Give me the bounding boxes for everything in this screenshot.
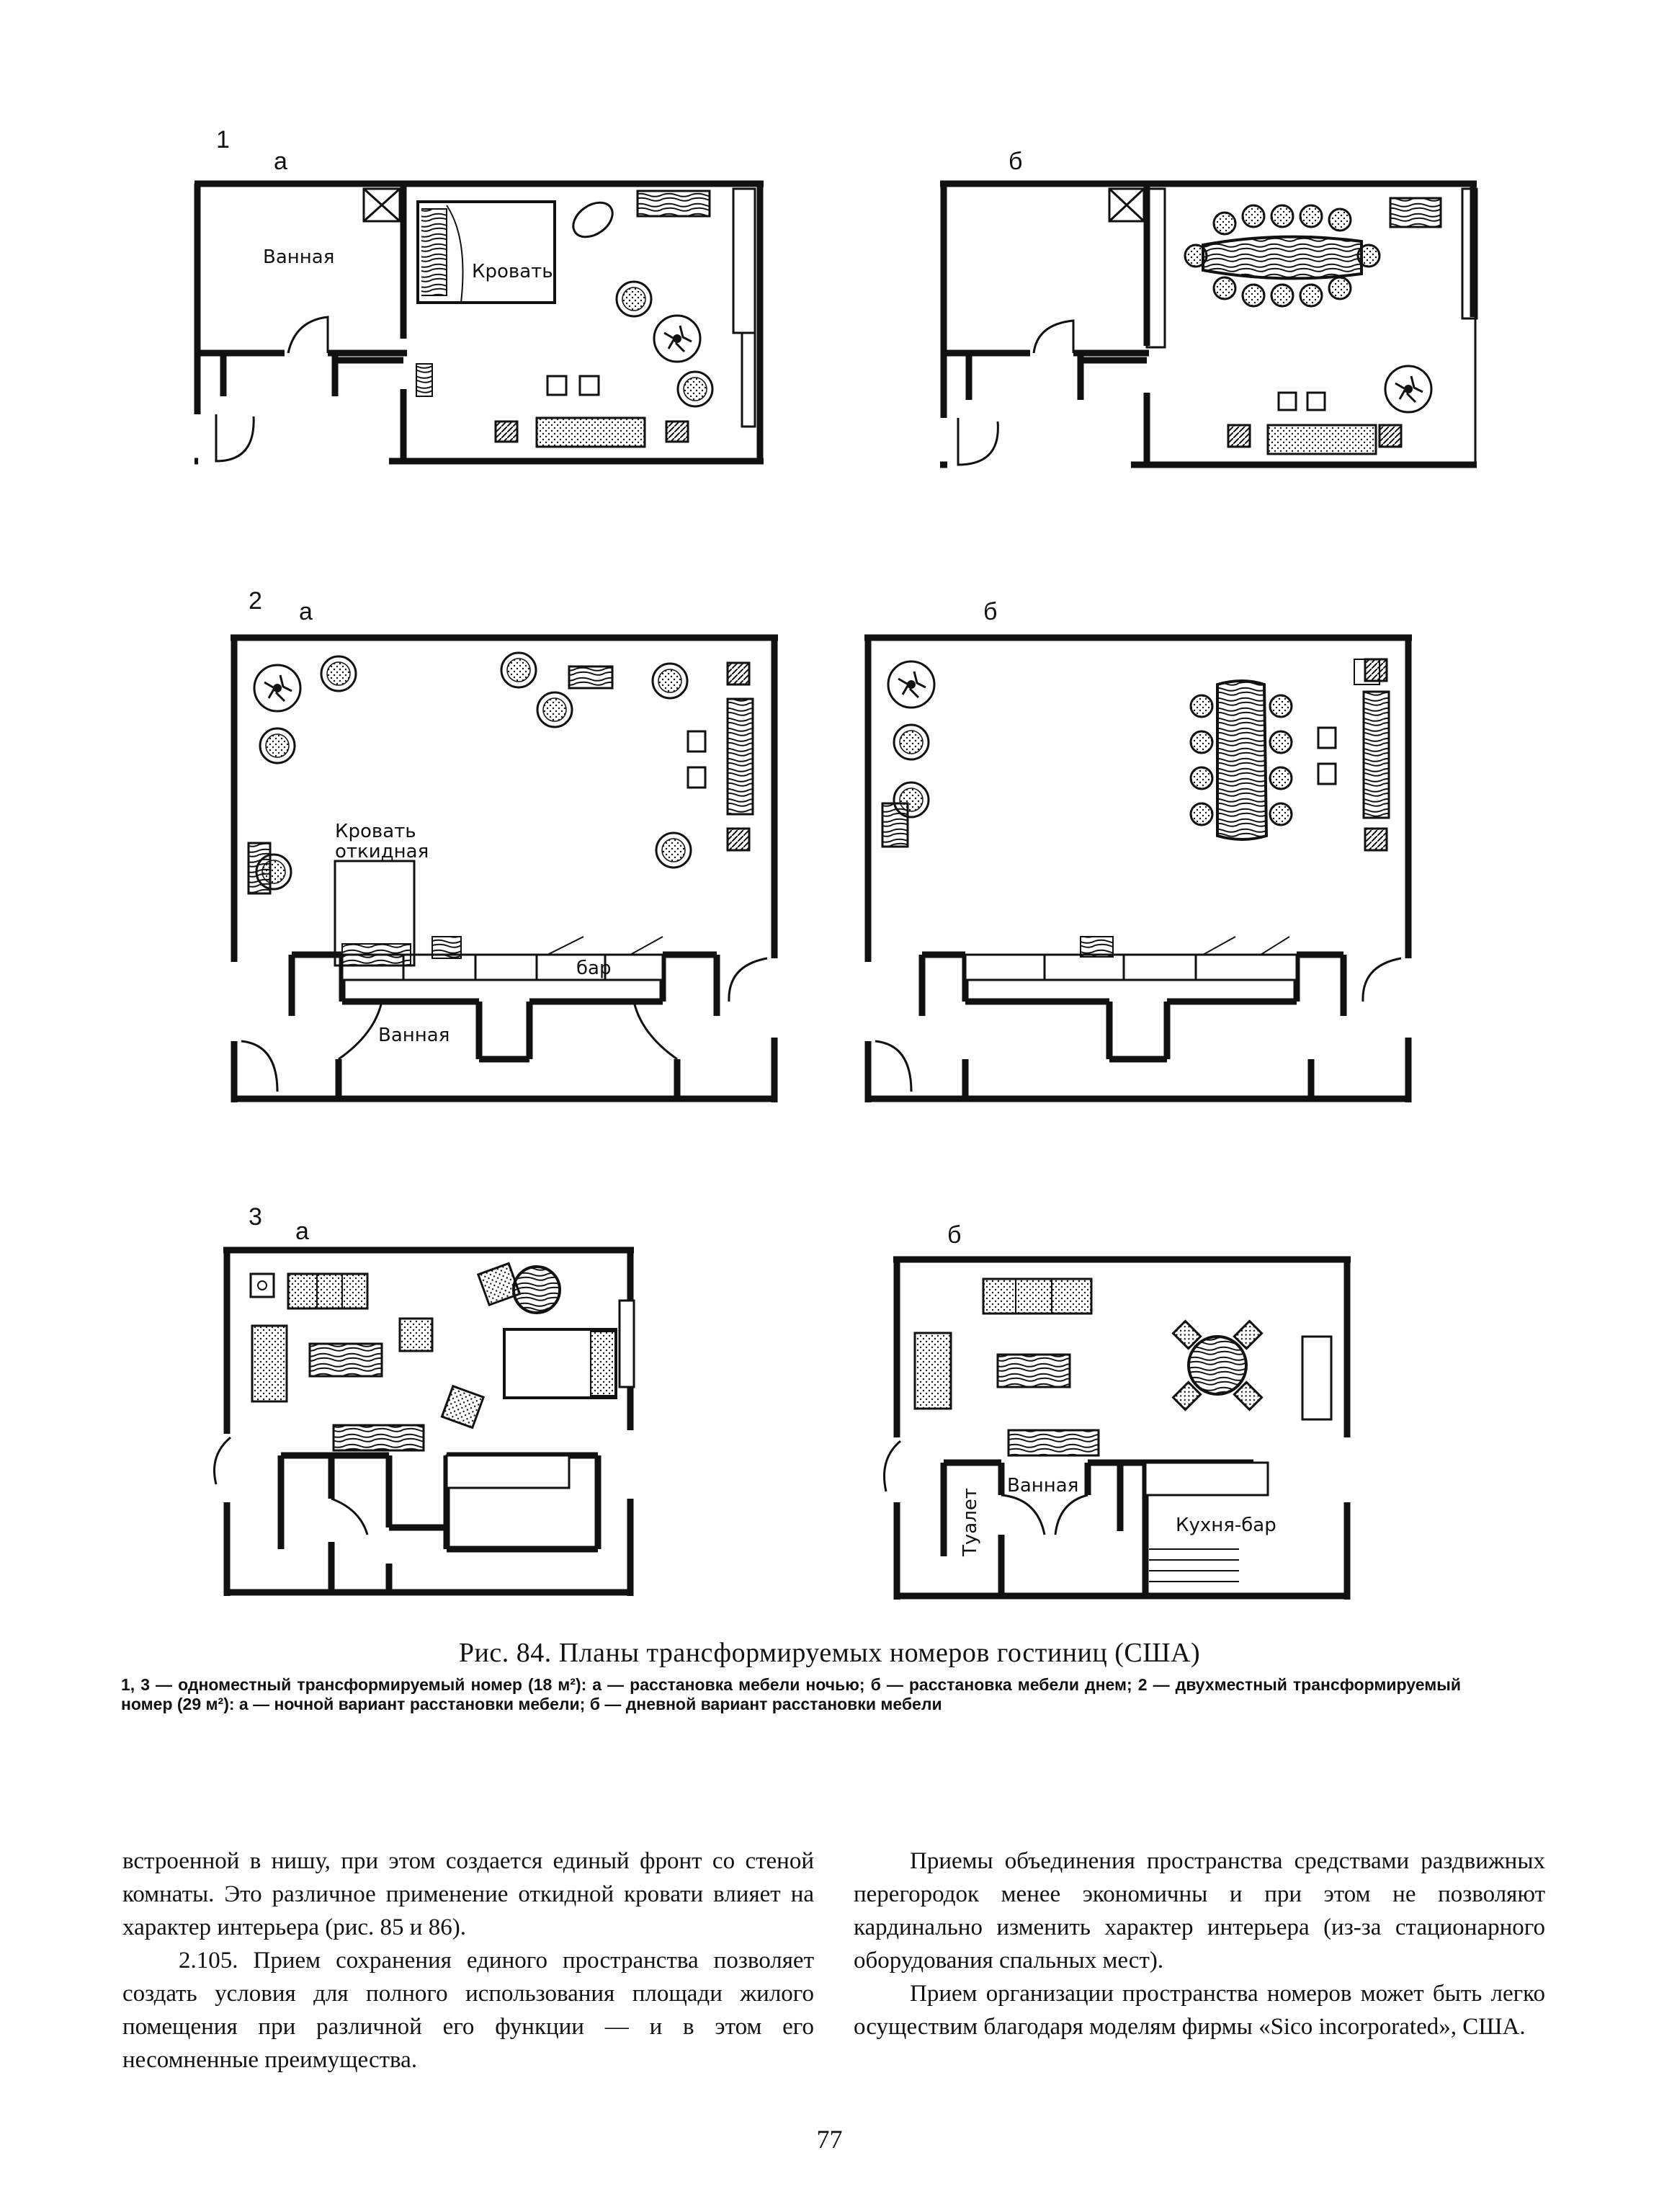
- plan-2b: [864, 598, 1412, 1102]
- plan-3-number: 3: [249, 1203, 262, 1231]
- text-column-right: [854, 1845, 1545, 2043]
- room-label-toilet-3b: Туалет: [960, 1488, 981, 1556]
- plan-3b: [885, 1221, 1351, 1600]
- room-label-bar-2a: бар: [576, 958, 612, 979]
- plan-1b: [940, 148, 1477, 465]
- room-label-foldbed-2a-2: откидная: [335, 841, 429, 862]
- figure-caption-title: Рис. 84. Планы трансформируемых номеров гостиниц (США): [458, 1638, 1201, 1668]
- room-label-kitchenbar-3b: Кухня-бар: [1176, 1515, 1276, 1536]
- plan-3a: [215, 1203, 635, 1596]
- figure-caption-text: 1, 3 — одноместный трансформируемый номер (18 м²): а — расстановка мебели ночью; б — расстановка мебели днем; 2 — двухместный трансформируемый номер (29 м²): а — ночной вариант расстановки мебели; б — дневной вариант расстановки мебели: [121, 1675, 1461, 1713]
- plan-3a-variant: а: [295, 1218, 309, 1245]
- page-number: 77: [816, 2125, 843, 2154]
- plan-2b-variant: б: [983, 598, 998, 625]
- room-label-foldbed-2a-1: Кровать: [335, 821, 416, 842]
- plan-1b-variant: б: [1009, 148, 1023, 175]
- plan-2a: [231, 587, 778, 1102]
- paragraph-right-1: Приемы объединения пространства средствами раздвижных перегородок менее экономичны и при этом не позволяют кардинально изменить характер интерьера (из-за стационарного оборудования спальных мест).: [854, 1848, 1545, 1974]
- room-label-bath-1a: Ванная: [263, 246, 335, 268]
- plan-2-number: 2: [249, 587, 262, 615]
- paragraph-right-2: Прием организации пространства номеров может быть легко осуществим благодаря моделям фирмы «Sico incorporated», США.: [854, 1981, 1545, 2040]
- room-label-bed-1a: Кровать: [472, 261, 553, 282]
- plan-2a-variant: а: [299, 598, 313, 625]
- text-column-left: [122, 1845, 814, 2077]
- paragraph-left-2: 2.105. Прием сохранения единого пространства позволяет создать условия для полного использования площади жилого помещения при различной его функции — и в этом его несомненные преимущества.: [122, 1948, 814, 2073]
- plan-1a: [194, 126, 764, 461]
- paragraph-left-1: встроенной в нишу, при этом создается единый фронт со стеной комнаты. Это различное применение откидной кровати влияет на характер интерьера (рис. 85 и 86).: [122, 1848, 814, 1940]
- plan-1a-variant: а: [274, 148, 287, 175]
- plan-3b-variant: б: [947, 1221, 962, 1249]
- room-label-bath-2a: Ванная: [378, 1025, 450, 1046]
- room-label-bath-3b: Ванная: [1007, 1475, 1079, 1497]
- plan-1-number: 1: [216, 126, 230, 153]
